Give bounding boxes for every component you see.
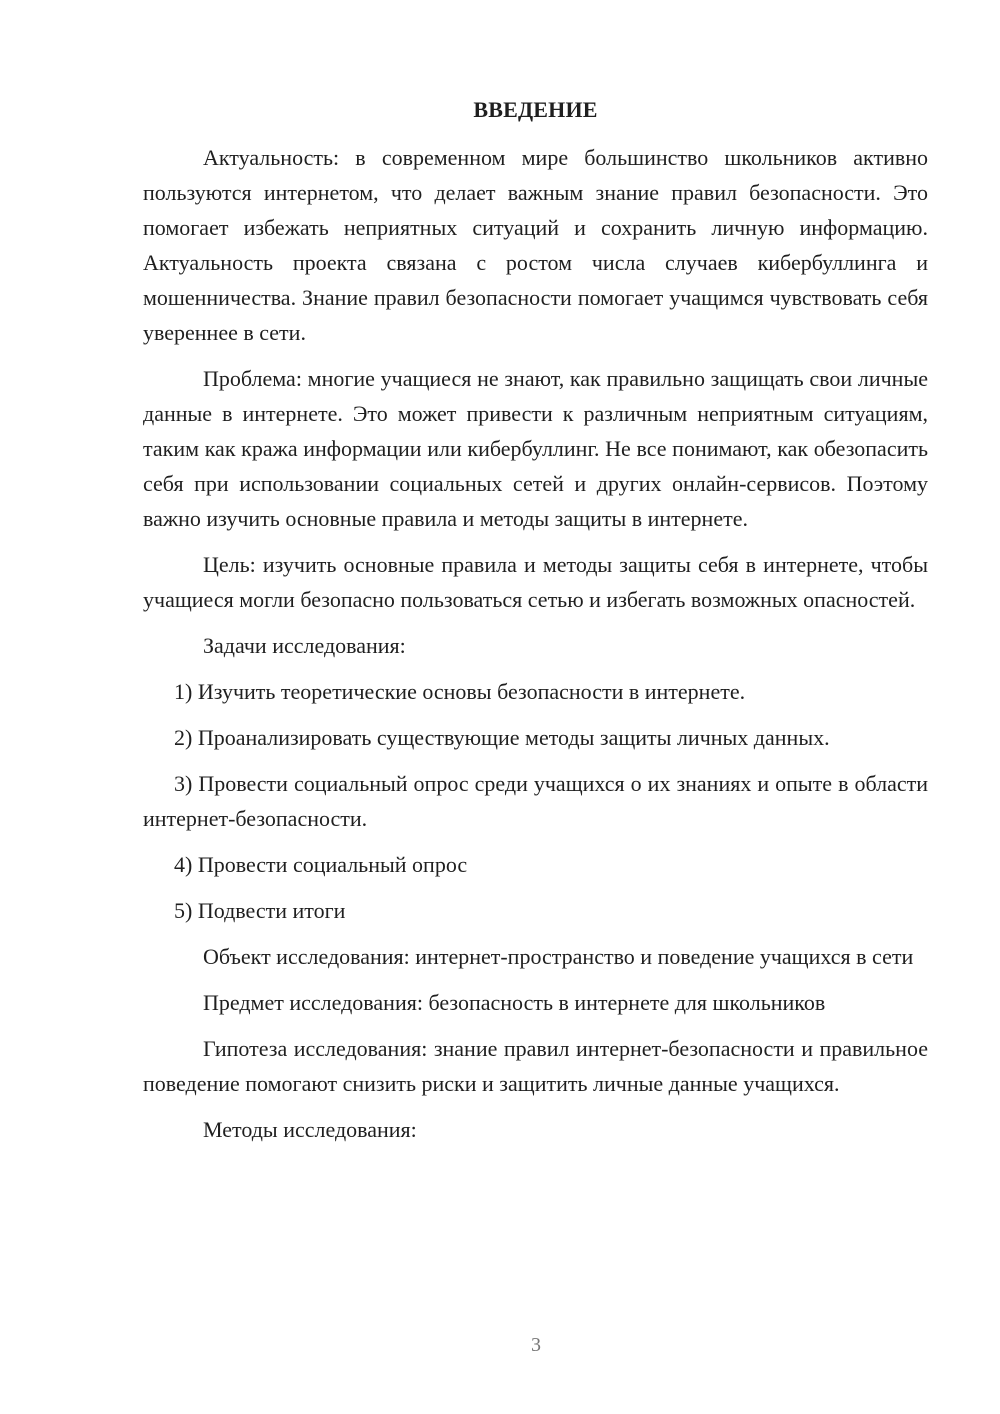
page-number: 3 xyxy=(531,1334,541,1356)
task-item: 5) Подвести итоги xyxy=(174,898,346,923)
task-item: 3) Провести социальный опрос среди учащихся о их знаниях и опыте в области интернет-безопасности. xyxy=(143,771,928,831)
task-item: 1) Изучить теоретические основы безопасности в интернете. xyxy=(174,679,746,704)
goal-paragraph: Цель: изучить основные правила и методы защиты себя в интернете, чтобы учащиеся могли безопасно пользоваться сетью и избегать возможных опасностей. xyxy=(143,552,928,612)
document-page xyxy=(143,96,928,1158)
task-item: 2) Проанализировать существующие методы защиты личных данных. xyxy=(174,725,830,750)
hypothesis-paragraph: Гипотеза исследования: знание правил интернет-безопасности и правильное поведение помогают снизить риски и защитить личные данные учащихся. xyxy=(143,1036,928,1096)
relevance-paragraph: Актуальность: в современном мире большинство школьников активно пользуются интернетом, что делает важным знание правил безопасности. Это помогает избежать неприятных ситуаций и сохранить личную информацию. Актуальность проекта связана с ростом числа случаев кибербуллинга и мошенничества. Знание правил безопасности помогает учащимся чувствовать себя увереннее в сети. xyxy=(143,145,928,345)
object-paragraph: Объект исследования: интернет-пространство и поведение учащихся в сети xyxy=(203,944,914,969)
tasks-heading: Задачи исследования: xyxy=(203,633,406,658)
task-item: 4) Провести социальный опрос xyxy=(174,852,468,877)
problem-paragraph: Проблема: многие учащиеся не знают, как правильно защищать свои личные данные в интернете. Это может привести к различным неприятным ситуациям, таким как кража информации или кибербуллинг. Не все понимают, как обезопасить себя при использовании социальных сетей и других онлайн-сервисов. Поэтому важно изучить основные правила и методы защиты в интернете. xyxy=(143,366,928,531)
section-title: ВВЕДЕНИЕ xyxy=(473,97,598,122)
methods-heading: Методы исследования: xyxy=(203,1117,417,1142)
subject-paragraph: Предмет исследования: безопасность в интернете для школьников xyxy=(203,990,826,1015)
